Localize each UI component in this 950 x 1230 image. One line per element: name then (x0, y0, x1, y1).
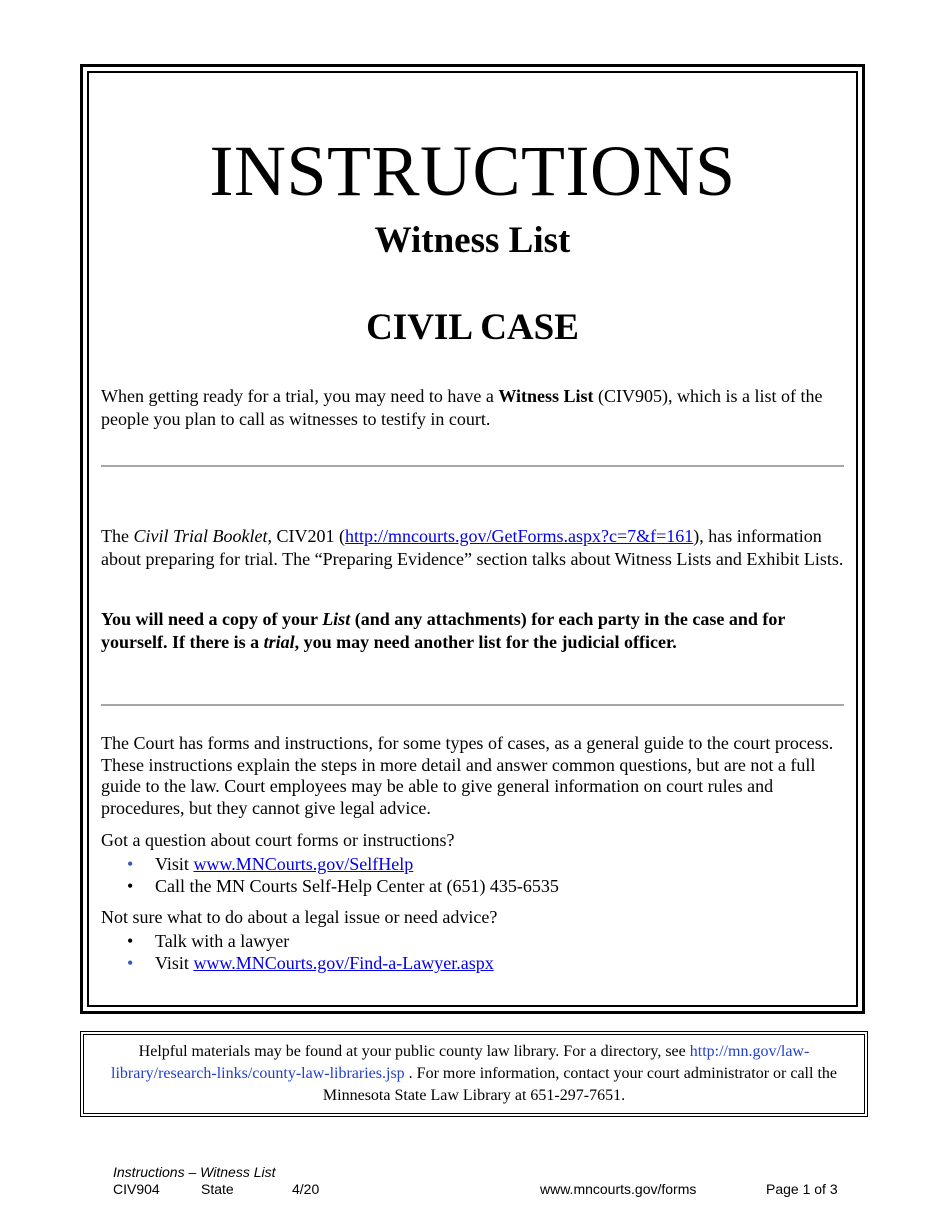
witness-list-term: Witness List (498, 386, 594, 406)
law-library-text: Helpful materials may be found at your public county law library. For a directory, see http://mn.gov/law-library/research-links/county-law-libraries.jsp . For more information, contact your court administrator or call the Minnesota State Law Library at 651-297-7651. (111, 1043, 837, 1104)
instructions-inner-frame (87, 71, 858, 1007)
self-help-link[interactable]: www.MNCourts.gov/SelfHelp (193, 854, 414, 874)
list-item: • Talk with a lawyer (127, 931, 290, 951)
divider (101, 465, 844, 467)
footer-form-number: CIV904 (113, 1181, 160, 1197)
intro-paragraph: When getting ready for a trial, you may need to have a Witness List (CIV905), which is a list of the people you plan to call as witnesses to testify in court. (101, 386, 823, 429)
footer-jurisdiction: State (201, 1181, 234, 1197)
list-item: • Visit www.MNCourts.gov/Find-a-Lawyer.aspx (127, 953, 494, 973)
find-a-lawyer-link[interactable]: www.MNCourts.gov/Find-a-Lawyer.aspx (193, 953, 494, 973)
footer-page-number: Page 1 of 3 (766, 1181, 838, 1197)
divider (101, 704, 844, 706)
case-type: CIVIL CASE (366, 307, 579, 348)
court-info-paragraph: The Court has forms and instructions, for some types of cases, as a general guide to the court process. These instructions explain the steps in more detail and answer common questions, but are not a full guide to the law. Court employees may be able to give general information on court rules and procedures, but they cannot give legal advice. (101, 733, 834, 818)
booklet-title: Civil Trial Booklet (133, 526, 268, 546)
footer-doc-title: Instructions – Witness List (113, 1164, 276, 1180)
advice-list (101, 930, 844, 974)
law-library-link[interactable]: http://mn.gov/law-library/research-links/county-law-libraries.jsp (111, 1043, 810, 1082)
booklet-paragraph: The Civil Trial Booklet, CIV201 (http://mncourts.gov/GetForms.aspx?c=7&f=161), has information about preparing for trial. The “Preparing Evidence” section talks about Witness Lists and Exhibit Lists. (101, 526, 844, 569)
page-title: INSTRUCTIONS (209, 131, 736, 211)
instructions-frame (80, 64, 865, 1014)
footer-revision: 4/20 (292, 1181, 320, 1197)
form-name: Witness List (374, 220, 571, 261)
bullet-icon: • (127, 931, 134, 951)
forms-question: Got a question about court forms or instructions? (101, 830, 455, 850)
civil-trial-booklet-link[interactable]: http://mncourts.gov/GetForms.aspx?c=7&f=161 (344, 526, 694, 546)
bullet-icon: • (127, 953, 134, 973)
bullet-icon: • (127, 876, 134, 896)
footer-website: www.mncourts.gov/forms (540, 1181, 697, 1197)
advice-question: Not sure what to do about a legal issue or need advice? (101, 907, 498, 927)
copy-note: You will need a copy of your List (and any attachments) for each party in the case and for yourself. If there is a trial, you may need another list for the judicial officer. (101, 609, 786, 652)
bullet-icon: • (127, 854, 134, 874)
list-item: • Call the MN Courts Self-Help Center at (651) 435-6535 (127, 876, 559, 896)
law-library-box (80, 1031, 868, 1117)
help-list (101, 853, 844, 897)
list-item: • Visit www.MNCourts.gov/SelfHelp (127, 854, 414, 874)
